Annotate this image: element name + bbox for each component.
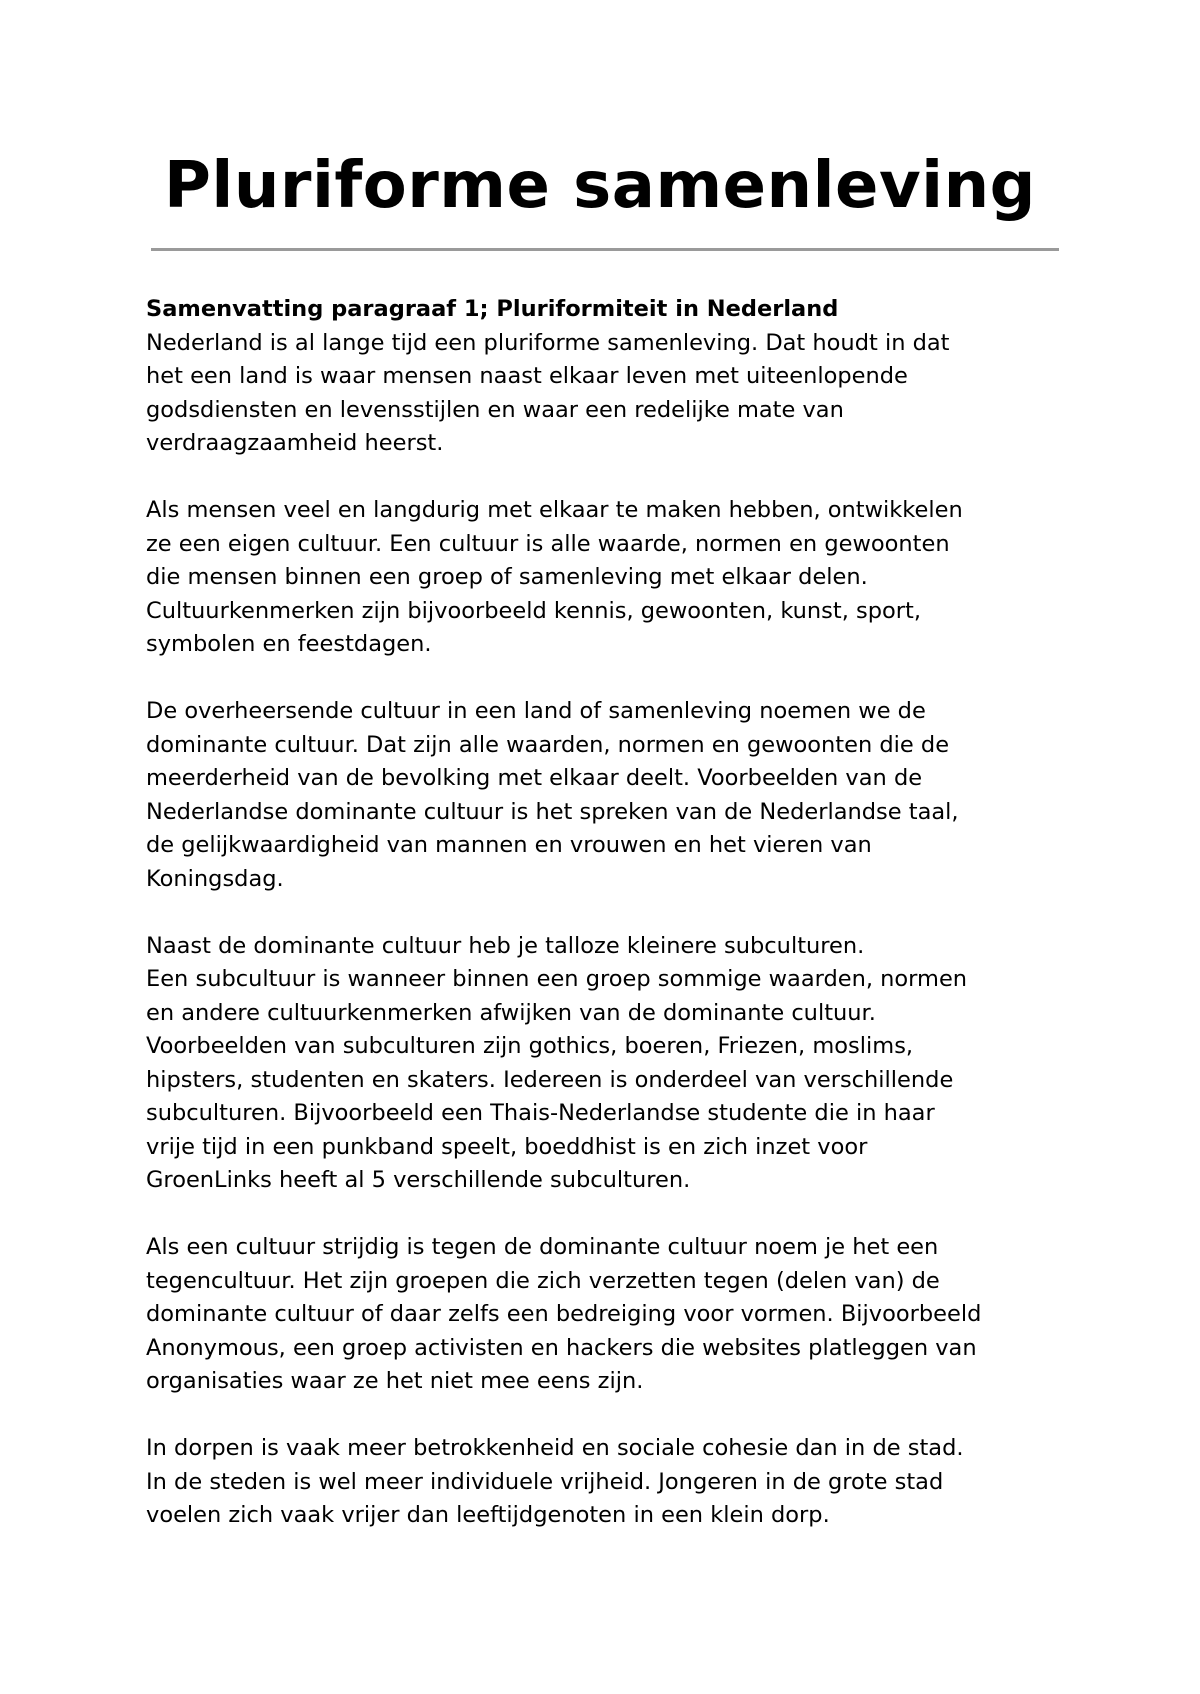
paragraph-line: voelen zich vaak vrijer dan leeftijdgenoten in een klein dorp. — [146, 1502, 830, 1528]
document-body — [146, 293, 1066, 1566]
paragraph-line: meerderheid van de bevolking met elkaar deelt. Voorbeelden van de — [146, 765, 923, 791]
paragraph-line: Nederlandse dominante cultuur is het spreken van de Nederlandse taal, — [146, 798, 959, 825]
document-title: Pluriforme samenleving — [164, 149, 1036, 223]
paragraph-2 — [146, 494, 1066, 662]
paragraph-line: symbolen en feestdagen. — [146, 631, 432, 657]
paragraph-line: dominante cultuur of daar zelfs een bedreiging voor vormen. Bijvoorbeeld — [146, 1301, 982, 1327]
paragraph-line: Anonymous, een groep activisten en hackers die websites platleggen van — [146, 1334, 977, 1361]
paragraph-line: Als een cultuur strijdig is tegen de dominante cultuur noem je het een — [146, 1234, 939, 1260]
paragraph-line: Cultuurkenmerken zijn bijvoorbeeld kennis, gewoonten, kunst, sport, — [146, 597, 922, 624]
paragraph-line: Als mensen veel en langdurig met elkaar te maken hebben, ontwikkelen — [146, 497, 963, 523]
paragraph-line: verdraagzaamheid heerst. — [146, 430, 444, 456]
paragraph-3 — [146, 695, 1066, 896]
paragraph-line: subculturen. Bijvoorbeeld een Thais-Nederlandse studente die in haar — [146, 1100, 935, 1126]
paragraph-line: Naast de dominante cultuur heb je talloze kleinere subculturen. — [146, 932, 865, 959]
title-divider — [151, 248, 1059, 251]
paragraph-line: Een subcultuur is wanneer binnen een groep sommige waarden, normen — [146, 966, 968, 992]
paragraph-line: hipsters, studenten en skaters. Iedereen is onderdeel van verschillende — [146, 1066, 954, 1093]
paragraph-4 — [146, 930, 1066, 1198]
paragraph-1 — [146, 293, 1066, 461]
paragraph-line: en andere cultuurkenmerken afwijken van de dominante cultuur. — [146, 999, 876, 1026]
paragraph-line: die mensen binnen een groep of samenleving met elkaar delen. — [146, 564, 868, 590]
paragraph-line: de gelijkwaardigheid van mannen en vrouwen en het vieren van — [146, 832, 872, 858]
paragraph-line: Koningsdag. — [146, 865, 284, 892]
paragraph-line: organisaties waar ze het niet mee eens zijn. — [146, 1368, 644, 1394]
paragraph-6 — [146, 1432, 1066, 1533]
paragraph-line: In de steden is wel meer individuele vrijheid. Jongeren in de grote stad — [146, 1468, 944, 1495]
paragraph-line: GroenLinks heeft al 5 verschillende subculturen. — [146, 1167, 691, 1193]
paragraph-line: De overheersende cultuur in een land of samenleving noemen we de — [146, 698, 926, 724]
paragraph-line: vrije tijd in een punkband speelt, boeddhist is en zich inzet voor — [146, 1133, 868, 1160]
paragraph-line: In dorpen is vaak meer betrokkenheid en sociale cohesie dan in de stad. — [146, 1435, 964, 1461]
paragraph-line: Voorbeelden van subculturen zijn gothics, boeren, Friezen, moslims, — [146, 1033, 914, 1059]
paragraph-line: tegencultuur. Het zijn groepen die zich verzetten tegen (delen van) de — [146, 1267, 940, 1294]
paragraph-5 — [146, 1231, 1066, 1399]
paragraph-line: godsdiensten en levensstijlen en waar een redelijke mate van — [146, 396, 844, 423]
paragraph-line: Nederland is al lange tijd een pluriforme samenleving. Dat houdt in dat — [146, 329, 950, 356]
paragraph-line: ze een eigen cultuur. Een cultuur is alle waarde, normen en gewoonten — [146, 530, 950, 557]
paragraph-line: het een land is waar mensen naast elkaar leven met uiteenlopende — [146, 363, 908, 389]
paragraph-line: dominante cultuur. Dat zijn alle waarden, normen en gewoonten die de — [146, 731, 950, 758]
section-heading: Samenvatting paragraaf 1; Pluriformiteit in Nederland — [146, 296, 839, 322]
